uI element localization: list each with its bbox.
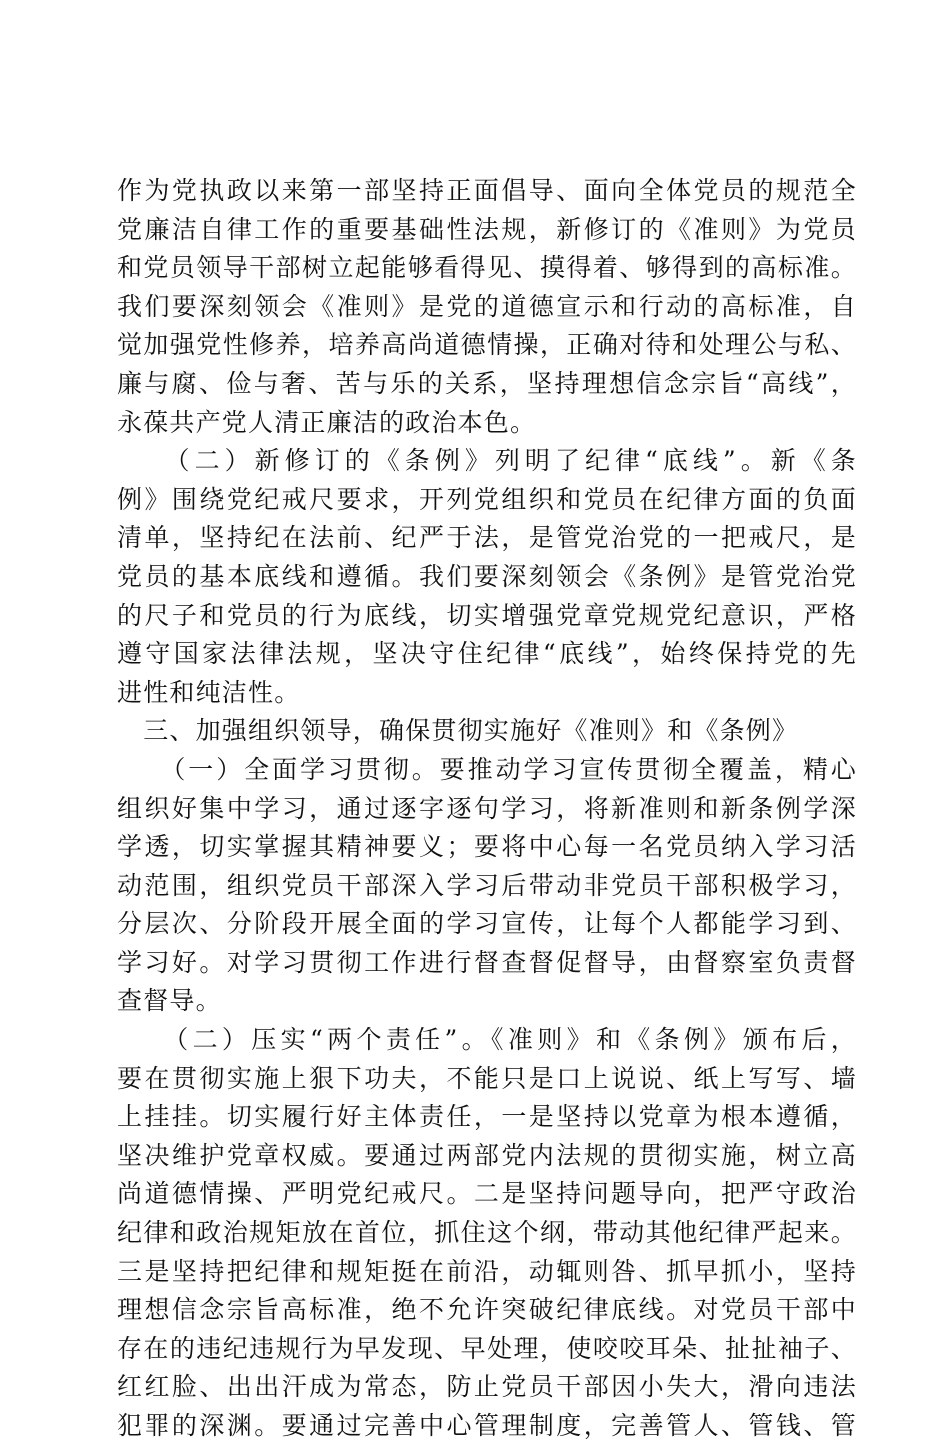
text-line: 的尺子和党员的行为底线，切实增强党章党规党纪意识，严格 <box>117 600 857 630</box>
text-line: 清单，坚持纪在法前、纪严于法，是管党治党的一把戒尺，是 <box>117 523 857 553</box>
text-line: 学透，切实掌握其精神要义；要将中心每一名党员纳入学习活 <box>117 832 857 862</box>
text-line: 纪律和政治规矩放在首位，抓住这个纲，带动其他纪律严起来。 <box>117 1218 857 1248</box>
text-line: 永葆共产党人清正廉洁的政治本色。 <box>117 407 537 437</box>
text-line: 尚道德情操、严明党纪戒尺。二是坚持问题导向，把严守政治 <box>117 1179 857 1209</box>
text-line: 觉加强党性修养，培养高尚道德情操，正确对待和处理公与私、 <box>117 330 857 360</box>
text-line: 组织好集中学习，通过逐字逐句学习，将新准则和新条例学深 <box>117 793 857 823</box>
text-line: 犯罪的深渊。要通过完善中心管理制度，完善管人、管钱、管 <box>117 1411 857 1440</box>
text-line: （二）压实“两个责任”。《准则》和《条例》颁布后， <box>117 1025 857 1055</box>
text-line: 和党员领导干部树立起能够看得见、摸得着、够得到的高标准。 <box>117 253 857 283</box>
text-line: 存在的违纪违规行为早发现、早处理，使咬咬耳朵、扯扯袖子、 <box>117 1333 857 1363</box>
text-line: 三、加强组织领导，确保贯彻实施好《准则》和《条例》 <box>117 716 799 746</box>
text-line: 我们要深刻领会《准则》是党的道德宣示和行动的高标准，自 <box>117 291 857 321</box>
text-line: 学习好。对学习贯彻工作进行督查督促督导，由督察室负责督 <box>117 947 857 977</box>
text-line: 理想信念宗旨高标准，绝不允许突破纪律底线。对党员干部中 <box>117 1295 857 1325</box>
text-line: （二）新修订的《条例》列明了纪律“底线”。新《条 <box>117 446 857 476</box>
text-line: 例》围绕党纪戒尺要求，开列党组织和党员在纪律方面的负面 <box>117 484 857 514</box>
text-line: 作为党执政以来第一部坚持正面倡导、面向全体党员的规范全 <box>117 176 857 205</box>
text-line: 进性和纯洁性。 <box>117 677 301 707</box>
text-line: （一）全面学习贯彻。要推动学习宣传贯彻全覆盖，精心 <box>117 754 857 784</box>
text-line: 三是坚持把纪律和规矩挺在前沿，动辄则咎、抓早抓小，坚持 <box>117 1256 857 1286</box>
text-line: 红红脸、出出汗成为常态，防止党员干部因小失大，滑向违法 <box>117 1372 857 1402</box>
text-line: 要在贯彻实施上狠下功夫，不能只是口上说说、纸上写写、墙 <box>117 1063 857 1093</box>
text-line: 廉与腐、俭与奢、苦与乐的关系，坚持理想信念宗旨“高线”， <box>117 368 857 398</box>
text-line: 坚决维护党章权威。要通过两部党内法规的贯彻实施，树立高 <box>117 1140 857 1170</box>
text-line: 查督导。 <box>117 986 222 1016</box>
document-body <box>117 172 857 1446</box>
text-line: 动范围，组织党员干部深入学习后带动非党员干部积极学习， <box>117 870 857 900</box>
text-line: 上挂挂。切实履行好主体责任，一是坚持以党章为根本遵循， <box>117 1102 857 1132</box>
text-line: 党员的基本底线和遵循。我们要深刻领会《条例》是管党治党 <box>117 561 857 591</box>
text-line: 遵守国家法律法规，坚决守住纪律“底线”，始终保持党的先 <box>117 639 857 669</box>
text-line: 党廉洁自律工作的重要基础性法规，新修订的《准则》为党员 <box>117 214 857 244</box>
text-line: 分层次、分阶段开展全面的学习宣传，让每个人都能学习到、 <box>117 909 857 939</box>
